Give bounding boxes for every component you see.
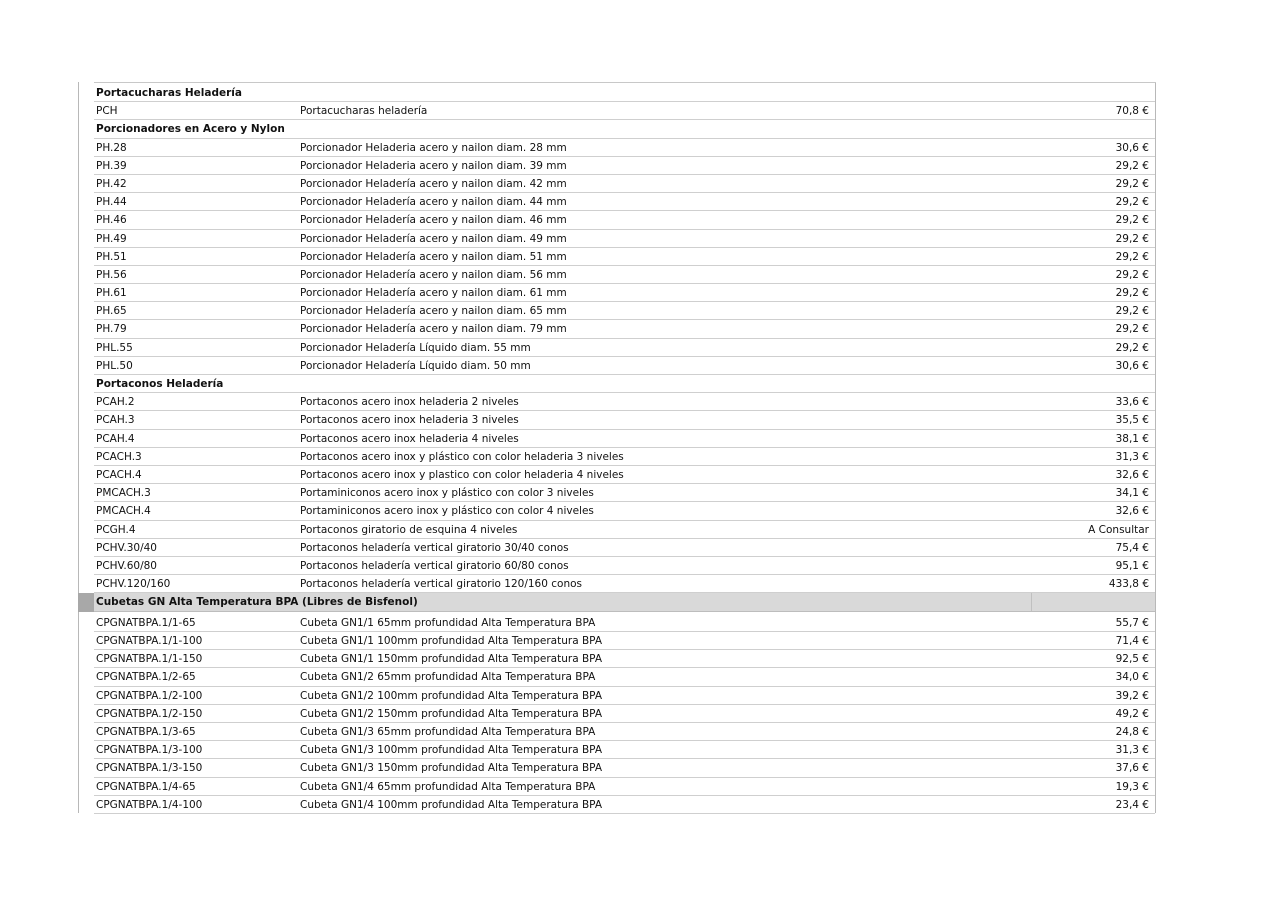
- section-header: [94, 84, 1155, 102]
- product-price: 71,4 €: [1115, 635, 1149, 648]
- product-code: PCAH.2: [96, 396, 135, 409]
- table-row: [94, 796, 1155, 814]
- product-price: 29,2 €: [1115, 196, 1149, 209]
- table-row: [94, 668, 1155, 686]
- product-code: PH.49: [96, 232, 127, 245]
- table-row: [94, 705, 1155, 723]
- product-description: Porcionador Heladería Líquido diam. 50 mm: [300, 359, 531, 372]
- product-price: 29,2 €: [1115, 268, 1149, 281]
- table-row: [94, 466, 1155, 484]
- product-description: Cubeta GN1/4 100mm profundidad Alta Temperatura BPA: [300, 798, 603, 811]
- product-description: Porcionador Heladeria acero y nailon diam. 39 mm: [300, 159, 567, 172]
- product-description: Portaminiconos acero inox y plástico con color 4 niveles: [300, 505, 594, 518]
- product-price: 29,2 €: [1115, 177, 1149, 190]
- section-title: Porcionadores en Acero y Nylon: [96, 123, 285, 136]
- product-price: 23,4 €: [1115, 798, 1149, 811]
- product-price: 29,2 €: [1115, 287, 1149, 300]
- product-code: CPGNATBPA.1/3-100: [96, 744, 203, 757]
- price-list-table: [94, 84, 1155, 814]
- table-row: [94, 502, 1155, 520]
- product-code: CPGNATBPA.1/1-100: [96, 635, 203, 648]
- product-code: PH.28: [96, 141, 127, 154]
- table-row: [94, 614, 1155, 632]
- table-row: [94, 320, 1155, 338]
- product-price: 29,2 €: [1115, 341, 1149, 354]
- product-price: 95,1 €: [1115, 559, 1149, 572]
- product-description: Portaconos heladería vertical giratorio 60/80 conos: [300, 559, 569, 572]
- product-price: 34,1 €: [1115, 487, 1149, 500]
- product-description: Cubeta GN1/2 100mm profundidad Alta Temperatura BPA: [300, 689, 603, 702]
- product-description: Portaconos heladería vertical giratorio 120/160 conos: [300, 578, 582, 591]
- product-description: Porcionador Heladería acero y nailon diam. 56 mm: [300, 268, 567, 281]
- product-description: Cubeta GN1/1 100mm profundidad Alta Temperatura BPA: [300, 635, 603, 648]
- product-description: Portaconos heladería vertical giratorio 30/40 conos: [300, 541, 569, 554]
- table-row: [94, 759, 1155, 777]
- product-price: 19,3 €: [1115, 780, 1149, 793]
- product-description: Porcionador Heladería acero y nailon diam. 51 mm: [300, 250, 567, 263]
- product-description: Portacucharas heladería: [300, 105, 428, 118]
- product-description: Cubeta GN1/2 65mm profundidad Alta Temperatura BPA: [300, 671, 596, 684]
- table-row: [94, 339, 1155, 357]
- product-price: 29,2 €: [1115, 323, 1149, 336]
- table-row: [94, 741, 1155, 759]
- product-price: A Consultar: [1088, 523, 1149, 536]
- table-row: [94, 430, 1155, 448]
- product-price: 49,2 €: [1115, 707, 1149, 720]
- section-title: Portaconos Heladería: [96, 378, 224, 390]
- product-price: 35,5 €: [1115, 414, 1149, 427]
- product-code: PH.42: [96, 177, 127, 190]
- product-code: PCHV.120/160: [96, 578, 171, 591]
- product-description: Cubeta GN1/1 150mm profundidad Alta Temperatura BPA: [300, 653, 603, 666]
- product-price: 92,5 €: [1115, 653, 1149, 666]
- product-description: Cubeta GN1/4 65mm profundidad Alta Temperatura BPA: [300, 780, 596, 793]
- product-code: PHL.50: [96, 359, 133, 372]
- product-code: PH.39: [96, 159, 127, 172]
- product-code: CPGNATBPA.1/3-65: [96, 725, 196, 738]
- table-row: [94, 723, 1155, 741]
- product-price: 31,3 €: [1115, 744, 1149, 757]
- product-price: 30,6 €: [1115, 141, 1149, 154]
- product-description: Portaconos acero inox heladeria 4 niveles: [300, 432, 519, 445]
- table-row: [94, 193, 1155, 211]
- product-code: PMCACH.4: [96, 505, 151, 518]
- table-row: [94, 521, 1155, 539]
- product-code: PCH: [96, 105, 118, 118]
- product-price: 75,4 €: [1115, 541, 1149, 554]
- table-row: [94, 211, 1155, 229]
- section-title: Portacucharas Heladería: [96, 87, 242, 99]
- table-row: [94, 175, 1155, 193]
- product-description: Portaconos acero inox y plástico con color heladeria 3 niveles: [300, 450, 624, 463]
- product-code: CPGNATBPA.1/1-65: [96, 616, 196, 629]
- table-row: [94, 393, 1155, 411]
- product-description: Portaconos acero inox heladeria 3 niveles: [300, 414, 519, 427]
- table-row: [94, 632, 1155, 650]
- table-row: [94, 357, 1155, 375]
- product-price: 31,3 €: [1115, 450, 1149, 463]
- product-price: 32,6 €: [1115, 468, 1149, 481]
- table-row: [94, 557, 1155, 575]
- section-title: Cubetas GN Alta Temperatura BPA (Libres de Bisfenol): [96, 596, 418, 609]
- table-row: [94, 411, 1155, 429]
- product-price: 30,6 €: [1115, 359, 1149, 372]
- product-price: 38,1 €: [1115, 432, 1149, 445]
- product-price: 29,2 €: [1115, 159, 1149, 172]
- product-code: PH.61: [96, 287, 127, 300]
- product-description: Portaminiconos acero inox y plástico con color 3 niveles: [300, 487, 594, 500]
- product-price: 29,2 €: [1115, 214, 1149, 227]
- product-price: 24,8 €: [1115, 725, 1149, 738]
- product-description: Portaconos acero inox y plastico con color heladeria 4 niveles: [300, 468, 624, 481]
- table-row: [94, 266, 1155, 284]
- product-price: 33,6 €: [1115, 396, 1149, 409]
- product-description: Porcionador Heladería acero y nailon diam. 42 mm: [300, 177, 567, 190]
- product-description: Cubeta GN1/3 150mm profundidad Alta Temperatura BPA: [300, 762, 603, 775]
- product-code: CPGNATBPA.1/3-150: [96, 762, 203, 775]
- table-row: [94, 302, 1155, 320]
- product-code: PH.51: [96, 250, 127, 263]
- product-code: PCAH.3: [96, 414, 135, 427]
- product-description: Portaconos giratorio de esquina 4 niveles: [300, 523, 518, 536]
- product-code: PH.44: [96, 196, 127, 209]
- product-description: Cubeta GN1/2 150mm profundidad Alta Temperatura BPA: [300, 707, 603, 720]
- product-description: Porcionador Heladería acero y nailon diam. 49 mm: [300, 232, 567, 245]
- table-row: [94, 157, 1155, 175]
- product-code: PMCACH.3: [96, 487, 151, 500]
- product-code: PCAH.4: [96, 432, 135, 445]
- product-price: 29,2 €: [1115, 232, 1149, 245]
- band-column-divider: [1031, 593, 1032, 611]
- band-marker: [78, 593, 94, 612]
- product-description: Porcionador Heladeria acero y nailon diam. 28 mm: [300, 141, 567, 154]
- product-description: Portaconos acero inox heladeria 2 niveles: [300, 396, 519, 409]
- product-description: Porcionador Heladería acero y nailon diam. 44 mm: [300, 196, 567, 209]
- product-description: Porcionador Heladería acero y nailon diam. 46 mm: [300, 214, 567, 227]
- product-price: 29,2 €: [1115, 305, 1149, 318]
- product-code: CPGNATBPA.1/2-65: [96, 671, 196, 684]
- product-description: Porcionador Heladería acero y nailon diam. 79 mm: [300, 323, 567, 336]
- product-price: 34,0 €: [1115, 671, 1149, 684]
- product-description: Porcionador Heladería acero y nailon diam. 61 mm: [300, 287, 567, 300]
- product-code: PCACH.3: [96, 450, 142, 463]
- product-code: CPGNATBPA.1/2-150: [96, 707, 203, 720]
- table-row: [94, 102, 1155, 120]
- product-description: Cubeta GN1/1 65mm profundidad Alta Temperatura BPA: [300, 616, 596, 629]
- right-border-rule: [1155, 82, 1156, 813]
- product-description: Porcionador Heladería Líquido diam. 55 mm: [300, 341, 531, 354]
- table-row: [94, 448, 1155, 466]
- product-price: 29,2 €: [1115, 250, 1149, 263]
- product-code: PCHV.30/40: [96, 541, 157, 554]
- table-row: [94, 284, 1155, 302]
- product-price: 433,8 €: [1108, 578, 1149, 591]
- table-row: [94, 650, 1155, 668]
- product-price: 55,7 €: [1115, 616, 1149, 629]
- product-description: Cubeta GN1/3 65mm profundidad Alta Temperatura BPA: [300, 725, 596, 738]
- product-code: PH.56: [96, 268, 127, 281]
- product-code: PH.46: [96, 214, 127, 227]
- table-row: [94, 778, 1155, 796]
- product-code: PH.79: [96, 323, 127, 336]
- section-header: [94, 120, 1155, 138]
- product-description: Cubeta GN1/3 100mm profundidad Alta Temperatura BPA: [300, 744, 603, 757]
- product-price: 70,8 €: [1115, 105, 1149, 118]
- product-price: 39,2 €: [1115, 689, 1149, 702]
- product-code: PH.65: [96, 305, 127, 318]
- top-border-rule: [94, 82, 1156, 83]
- product-code: PCGH.4: [96, 523, 136, 536]
- table-row: [94, 484, 1155, 502]
- product-code: CPGNATBPA.1/2-100: [96, 689, 203, 702]
- product-code: PCHV.60/80: [96, 559, 157, 572]
- product-code: CPGNATBPA.1/4-65: [96, 780, 196, 793]
- section-header: [94, 375, 1155, 393]
- left-border-rule: [78, 82, 79, 813]
- table-row: [94, 539, 1155, 557]
- table-row: [94, 139, 1155, 157]
- table-row: [94, 248, 1155, 266]
- table-row: [94, 575, 1155, 593]
- product-code: CPGNATBPA.1/4-100: [96, 798, 203, 811]
- product-price: 32,6 €: [1115, 505, 1149, 518]
- product-description: Porcionador Heladería acero y nailon diam. 65 mm: [300, 305, 567, 318]
- section-band-header: [94, 593, 1155, 612]
- table-row: [94, 230, 1155, 248]
- product-price: 37,6 €: [1115, 762, 1149, 775]
- product-code: CPGNATBPA.1/1-150: [96, 653, 203, 666]
- product-code: PCACH.4: [96, 468, 142, 481]
- table-row: [94, 687, 1155, 705]
- product-code: PHL.55: [96, 341, 133, 354]
